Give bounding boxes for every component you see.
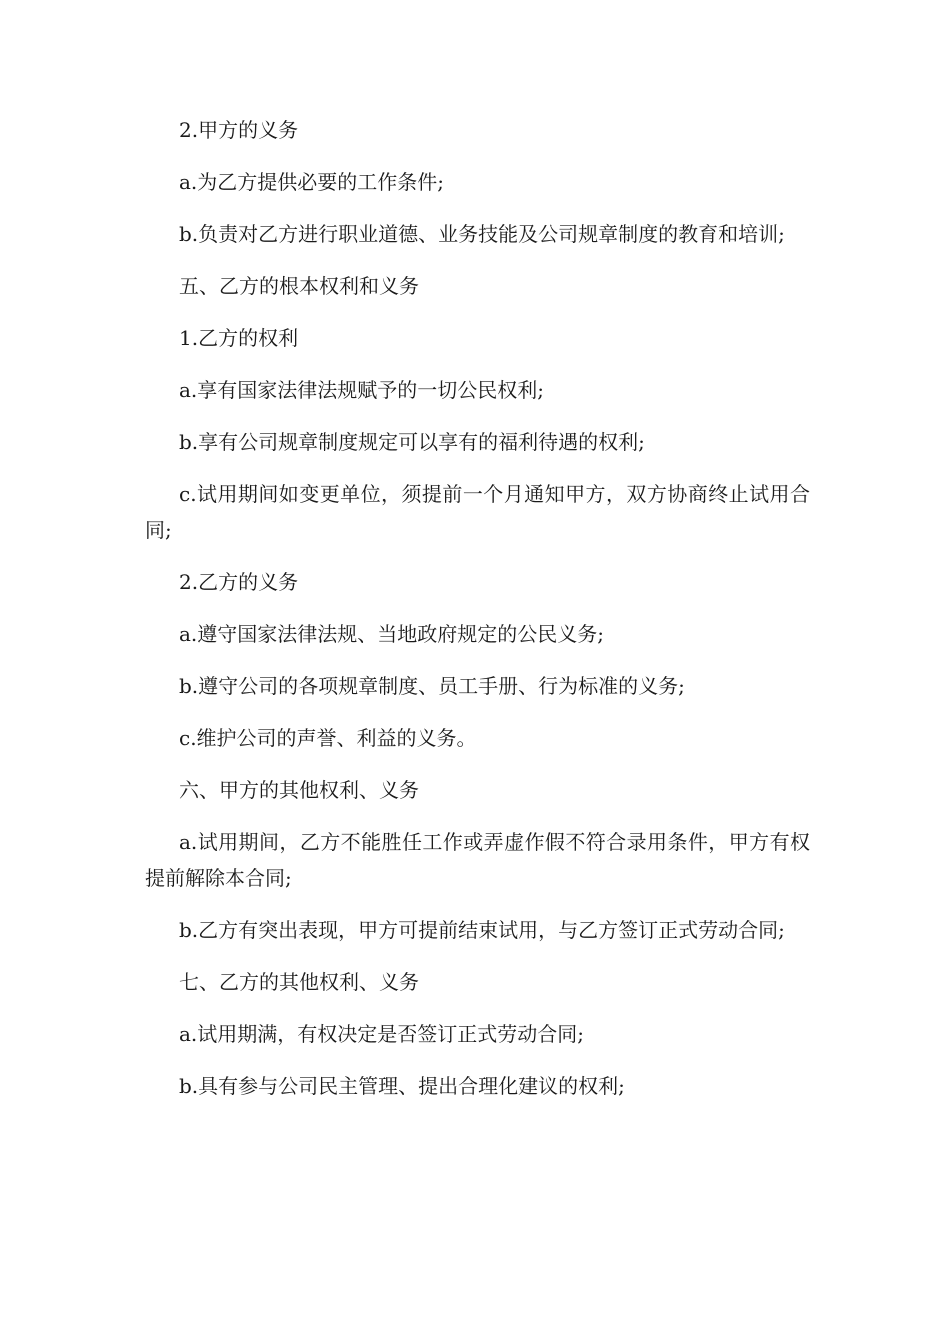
list-item: a.试用期满，有权决定是否签订正式劳动合同; <box>179 1022 585 1046</box>
list-item: b.具有参与公司民主管理、提出合理化建议的权利; <box>179 1074 625 1098</box>
list-item: a.享有国家法律法规赋予的一切公民权利; <box>179 378 545 402</box>
list-item: b.遵守公司的各项规章制度、员工手册、行为标准的义务; <box>179 674 685 698</box>
heading-party-a-obligations: 2.甲方的义务 <box>179 118 299 142</box>
list-item: b.享有公司规章制度规定可以享有的福利待遇的权利; <box>179 430 645 454</box>
heading-party-b-obligations: 2.乙方的义务 <box>179 570 299 594</box>
list-item: b.乙方有突出表现，甲方可提前结束试用，与乙方签订正式劳动合同; <box>179 918 785 942</box>
list-item: a.遵守国家法律法规、当地政府规定的公民义务; <box>179 622 605 646</box>
list-item: a.为乙方提供必要的工作条件; <box>179 170 445 194</box>
document-body <box>145 112 810 1120</box>
section-heading-6: 六、甲方的其他权利、义务 <box>179 778 419 802</box>
section-heading-5: 五、乙方的根本权利和义务 <box>179 274 419 298</box>
list-item: c.维护公司的声誉、利益的义务。 <box>179 726 477 750</box>
list-item: b.负责对乙方进行职业道德、业务技能及公司规章制度的教育和培训; <box>179 222 785 246</box>
heading-party-b-rights: 1.乙方的权利 <box>179 326 299 350</box>
list-item: a.试用期间，乙方不能胜任工作或弄虚作假不符合录用条件，甲方有权提前解除本合同; <box>145 830 810 890</box>
section-heading-7: 七、乙方的其他权利、义务 <box>179 970 419 994</box>
list-item: c.试用期间如变更单位，须提前一个月通知甲方，双方协商终止试用合同; <box>145 482 810 542</box>
